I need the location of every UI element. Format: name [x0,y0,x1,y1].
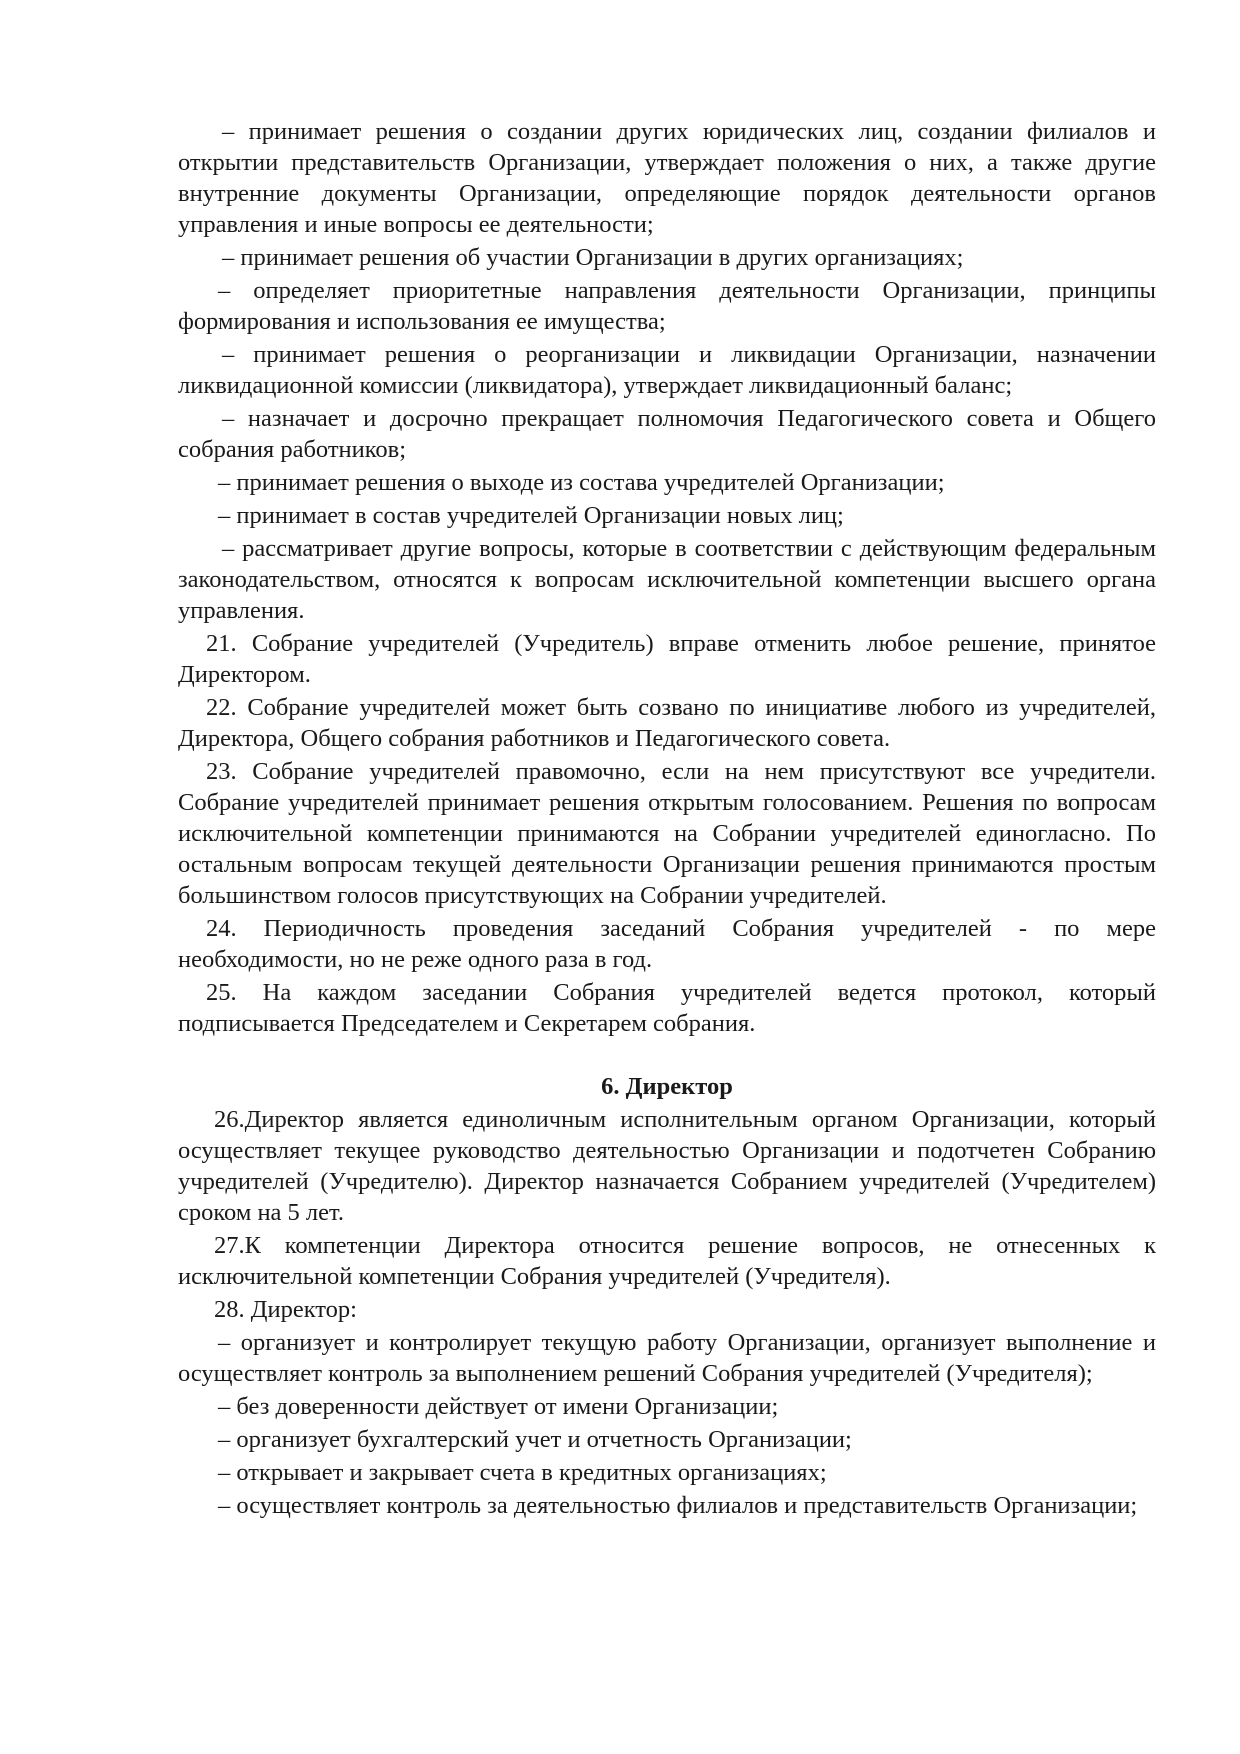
numbered-paragraph: 22. Собрание учредителей может быть созвано по инициативе любого из учредителей, Директора, Общего собрания работников и Педагогического совета. [178,694,1156,752]
paragraph: – принимает решения о создании других юридических лиц, создании филиалов и открытии представительств Организации, утверждает положения о них, а также другие внутренние документы Организации, определяющие порядок деятельности органов управления и иные вопросы ее деятельности; [178,118,1156,238]
paragraph: – открывает и закрывает счета в кредитных организациях; [218,1459,827,1486]
paragraph: – рассматривает другие вопросы, которые в соответствии с действующим федеральным законодательством, относятся к вопросам исключительной компетенции высшего органа управления. [178,535,1156,624]
document-page [178,116,1156,1523]
section-heading: 6. Директор [601,1073,733,1100]
numbered-paragraph: 24. Периодичность проведения заседаний Собрания учредителей - по мере необходимости, но не реже одного раза в год. [178,915,1156,973]
numbered-paragraph: 25. На каждом заседании Собрания учредителей ведется протокол, который подписывается Председателем и Секретарем собрания. [178,979,1156,1037]
paragraph: – без доверенности действует от имени Организации; [218,1393,779,1420]
paragraph: – осуществляет контроль за деятельностью филиалов и представительств Организации; [218,1492,1138,1519]
paragraph: – принимает решения об участии Организации в других организациях; [222,244,964,271]
numbered-paragraph: 26.Директор является единоличным исполнительным органом Организации, который осуществляет текущее руководство деятельностью Организации и подотчетен Собранию учредителей (Учредителю). Директор назначается Собранием учредителей (Учредителем) сроком на 5 лет. [178,1106,1156,1226]
numbered-paragraph: 27.К компетенции Директора относится решение вопросов, не отнесенных к исключительной компетенции Собрания учредителей (Учредителя). [178,1232,1156,1290]
numbered-paragraph: 28. Директор: [214,1296,357,1323]
numbered-paragraph: 23. Собрание учредителей правомочно, если на нем присутствуют все учредители. Собрание учредителей принимает решения открытым голосованием. Решения по вопросам исключительной компетенции принимаются на Собрании учредителей единогласно. По остальным вопросам текущей деятельности Организации решения принимаются простым большинством голосов присутствующих на Собрании учредителей. [178,758,1156,909]
numbered-paragraph: 21. Собрание учредителей (Учредитель) вправе отменить любое решение, принятое Директором. [178,630,1156,688]
paragraph: – организует и контролирует текущую работу Организации, организует выполнение и осуществляет контроль за выполнением решений Собрания учредителей (Учредителя); [178,1329,1156,1387]
paragraph: – принимает в состав учредителей Организации новых лиц; [218,502,844,529]
paragraph: – организует бухгалтерский учет и отчетность Организации; [218,1426,852,1453]
paragraph: – принимает решения о выходе из состава учредителей Организации; [218,469,945,496]
paragraph: – определяет приоритетные направления деятельности Организации, принципы формирования и использования ее имущества; [178,277,1156,335]
paragraph: – принимает решения о реорганизации и ликвидации Организации, назначении ликвидационной комиссии (ликвидатора), утверждает ликвидационный баланс; [178,341,1156,399]
paragraph: – назначает и досрочно прекращает полномочия Педагогического совета и Общего собрания работников; [178,405,1156,463]
